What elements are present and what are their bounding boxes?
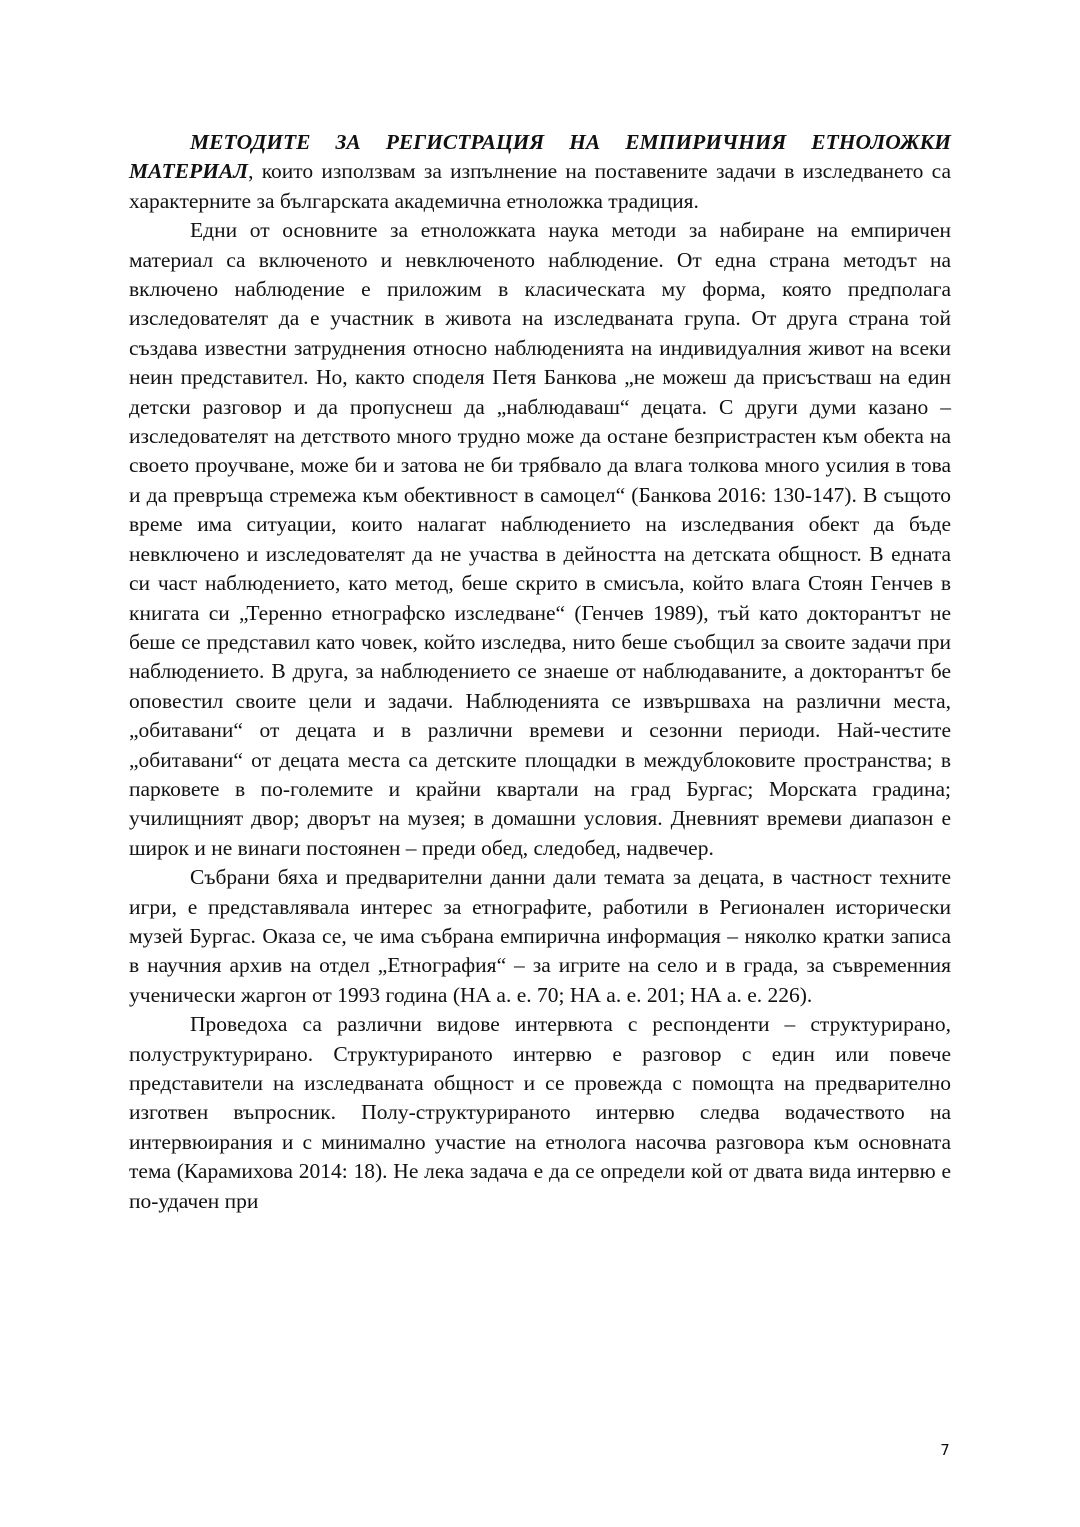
- paragraph-methods-intro: [129, 128, 951, 216]
- paragraph-interviews: Проведоха са различни видове интервюта с респонденти – структурирано, полуструктурирано. Структурираното интервю е разговор с един или повече представители на изследваната общност и се провежда с помощта на предварително изготвен въпросник. Полу-структурираното интервю следва водачеството на интервюирания и с минимално участие на етнолога насочва разговора към основната тема (Карамихова 2014: 18). Не лека задача е да се определи кой от двата вида интервю е по-удачен при: [129, 1012, 951, 1213]
- paragraph-observation: Едни от основните за етноложката наука методи за набиране на емпиричен материал са включеното и невключеното наблюдение. От една страна методът на включено наблюдение е приложим в класическата му форма, която предполага изследователят да е участник в живота на изследваната група. От друга страна той създава известни затруднения относно наблюденията на индивидуалния живот на всеки неин представител. Но, както споделя Петя Банкова „не можеш да присъстваш на един детски разговор и да пропуснеш да „наблюдаваш“ децата. С други думи казано – изследователят на детството много трудно може да остане безпристрастен към обекта на своето проучване, може би и затова не би трябвало да влага толкова много усилия в това и да превръща стремежа към обективност в самоцел“ (Банкова 2016: 130-147). В същото време има ситуации, които налагат наблюдението на изследвания обект да бъде невключено и изследователят да не участва в дейността на детската общност. В едната си част наблюдението, като метод, беше скрито в смисъла, който влага Стоян Генчев в книгата си „Теренно етнографско изследване“ (Генчев 1989), тъй като докторантът не беше се представил като човек, който изследва, нито беше съобщил за своите задачи при наблюдението. В друга, за наблюдението се знаеше от наблюдаваните, а докторантът бе оповестил своите цели и задачи. Наблюденията се извършваха на различни места, „обитавани“ от децата и в различни времеви и сезонни периоди. Най-честите „обитавани“ от децата места са детските площадки в междублоковите пространства; в парковете в по-големите и крайни квартали на град Бургас; Морската градина; училищният двор; дворът на музея; в домашни условия. Дневният времеви диапазон е широк и не винаги постоянен – преди обед, следобед, надвечер.: [129, 218, 951, 860]
- paragraph-preliminary-data: Събрани бяха и предварителни данни дали темата за децата, в частност техните игри, е представлявала интерес за етнографите, работили в Регионален исторически музей Бургас. Оказа се, че има събрана емпирична информация – няколко кратки записа в научния архив на отдел „Етнография“ – за игрите на село и в града, за съвременния ученически жаргон от 1993 година (НА а. е. 70; НА а. е. 201; НА а. е. 226).: [129, 865, 951, 1007]
- page-number: 7: [940, 1441, 950, 1459]
- section-heading: МЕТОДИТЕ ЗА РЕГИСТРАЦИЯ НА ЕМПИРИЧНИЯ ЕТНОЛОЖКИ МАТЕРИАЛ: [129, 130, 951, 184]
- paragraph-text: , които използвам за изпълнение на поставените задачи в изследването са характерните за българската академична етноложка традиция.: [129, 159, 951, 213]
- body-text: [129, 128, 951, 1216]
